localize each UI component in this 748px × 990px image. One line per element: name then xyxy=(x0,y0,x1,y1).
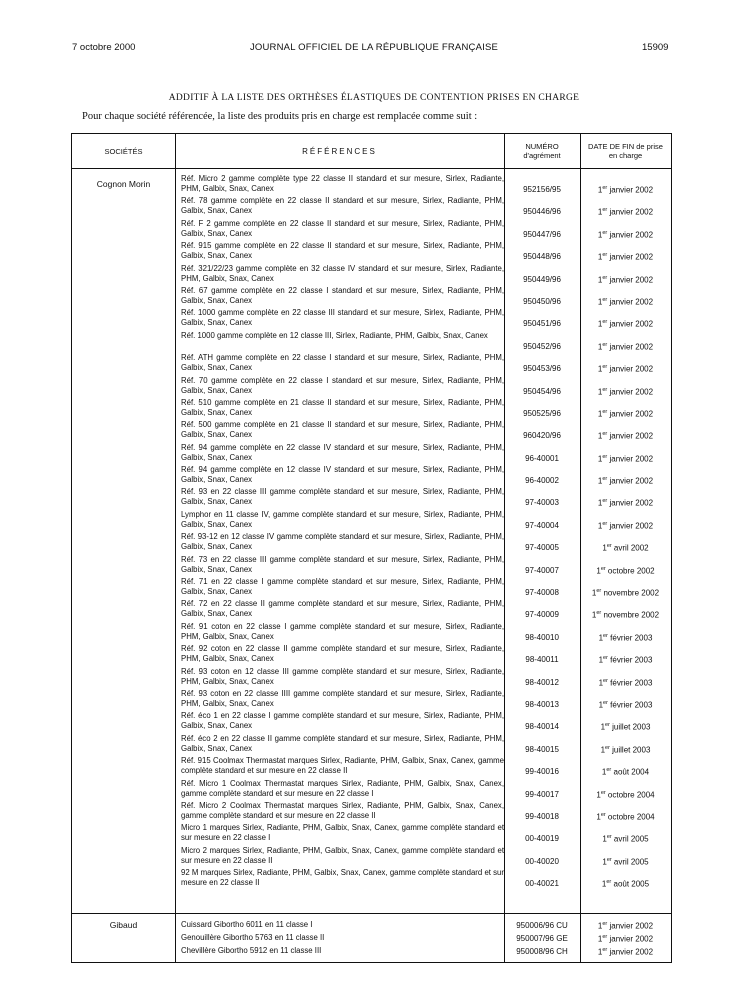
table-row xyxy=(72,868,671,890)
reference-cell: 92 M marques Sirlex, Radiante, PHM, Galbix, Snax, Canex, gamme complète standard et sur mesure en 22 classe II xyxy=(181,868,504,888)
date-fin-cell: 1er janvier 2002 xyxy=(597,386,654,397)
reference-cell: Réf. 1000 gamme complète en 12 classe III, Sirlex, Radiante, PHM, Galbix, Snax, Canex xyxy=(181,330,488,340)
date-fin-cell: 1er janvier 2002 xyxy=(597,229,654,240)
numero-cell: 97-40009 xyxy=(525,610,559,620)
table-row xyxy=(72,196,671,218)
reference-cell: Cuissard Gibortho 6011 en 11 classe I xyxy=(181,920,313,929)
reference-cell: Réf. 93-12 en 12 classe IV gamme complète standard et sur mesure, Sirlex, Radiante, PHM, Galbix, Snax, Canex xyxy=(181,532,504,552)
table-row xyxy=(72,946,671,959)
table-row xyxy=(72,846,671,868)
reference-cell: Réf. F 2 gamme complète en 22 classe II standard et sur mesure, Sirlex, Radiante, PHM, Galbix, Snax, Canex xyxy=(181,218,504,238)
header-date: 7 octobre 2000 xyxy=(72,42,136,53)
reference-cell: Réf. 321/22/23 gamme complète en 32 classe IV standard et sur mesure, Sirlex, Radiante, PHM, Galbix, Snax, Canex xyxy=(181,263,504,283)
numero-cell: 960420/96 xyxy=(523,431,561,441)
numero-cell: 950447/96 xyxy=(523,229,561,239)
table-row xyxy=(72,398,671,420)
reference-cell: Réf. 93 coton en 22 classe IIII gamme complète standard et sur mesure, Sirlex, Radiante, PHM, Galbix, Snax, Canex xyxy=(181,688,504,708)
table-row xyxy=(72,443,671,465)
date-fin-cell: 1er août 2005 xyxy=(601,879,650,889)
table-row xyxy=(72,241,671,263)
date-fin-cell: 1er janvier 2002 xyxy=(597,274,654,285)
numero-cell: 97-40003 xyxy=(525,498,559,508)
col-header-date-fin: DATE DE FIN de prise en charge xyxy=(588,142,663,160)
table-row xyxy=(72,644,671,666)
table-row xyxy=(72,734,671,756)
date-fin-cell: 1er octobre 2004 xyxy=(596,789,655,800)
date-fin-cell: 1er janvier 2002 xyxy=(597,476,654,486)
reference-cell: Réf. 915 gamme complète en 22 classe II standard et sur mesure, Sirlex, Radiante, PHM, Galbix, Snax, Canex xyxy=(181,241,504,261)
table-row xyxy=(72,308,671,330)
date-fin-cell: 1er janvier 2002 xyxy=(597,498,654,509)
numero-cell: 950446/96 xyxy=(523,207,561,217)
table-row xyxy=(72,779,671,801)
date-fin-cell: 1er janvier 2002 xyxy=(597,252,654,262)
document-intro: Pour chaque société référencée, la liste des produits pris en charge est remplacée comme suit : xyxy=(82,111,478,122)
reference-cell: Réf. éco 1 en 22 classe I gamme complète standard et sur mesure, Sirlex, Radiante, PHM, Galbix, Snax, Canex xyxy=(181,711,504,731)
numero-cell: 950007/96 GE xyxy=(516,934,568,943)
date-fin-cell: 1er juillet 2003 xyxy=(600,722,651,733)
numero-cell: 950453/96 xyxy=(523,364,561,374)
numero-cell: 99-40018 xyxy=(525,811,559,821)
date-fin-cell: 1er novembre 2002 xyxy=(591,588,660,598)
journal-title: JOURNAL OFFICIEL DE LA RÉPUBLIQUE FRANÇAISE xyxy=(249,42,499,53)
references-table xyxy=(71,133,672,963)
reference-cell: Réf. Micro 1 Coolmax Thermastat marques Sirlex, Radiante, PHM, Galbix, Snax, Canex, gamme complète standard et sur mesure en 22 classe I xyxy=(181,778,504,798)
reference-cell: Chevillère Gibortho 5912 en 11 classe III xyxy=(181,946,322,955)
col-header-numero: NUMÉRO d'agrément xyxy=(523,142,561,160)
table-row xyxy=(72,353,671,375)
date-fin-cell: 1er avril 2005 xyxy=(602,834,649,844)
reference-cell: Réf. Micro 2 gamme complète type 22 classe II standard et sur mesure, Sirlex, Radiante, PHM, Galbix, Snax, Canex xyxy=(181,174,504,193)
date-fin-cell: 1er janvier 2002 xyxy=(597,431,654,441)
date-fin-cell: 1er avril 2005 xyxy=(602,856,649,867)
table-row xyxy=(72,801,671,823)
table-row xyxy=(72,667,671,689)
reference-cell: Réf. 67 gamme complète en 22 classe I standard et sur mesure, Sirlex, Radiante, PHM, Galbix, Snax, Canex xyxy=(181,285,504,305)
header-divider xyxy=(72,168,671,169)
numero-cell: 950525/96 xyxy=(523,408,561,418)
reference-cell: Réf. 70 gamme complète en 22 classe I standard et sur mesure, Sirlex, Radiante, PHM, Galbix, Snax, Canex xyxy=(181,375,504,395)
reference-cell: Réf. 94 gamme complète en 12 classe IV standard et sur mesure, Sirlex, Radiante, PHM, Galbix, Snax, Canex xyxy=(181,465,504,485)
table-row xyxy=(72,286,671,308)
date-fin-cell: 1er janvier 2002 xyxy=(597,453,654,464)
table-row xyxy=(72,376,671,398)
date-fin-cell: 1er janvier 2002 xyxy=(597,408,654,419)
date-fin-cell: 1er janvier 2002 xyxy=(597,207,654,218)
reference-cell: Réf. 500 gamme complète en 21 classe II standard et sur mesure, Sirlex, Radiante, PHM, Galbix, Snax, Canex xyxy=(181,420,504,440)
reference-cell: Réf. 915 Coolmax Thermastat marques Sirlex, Radiante, PHM, Galbix, Snax, Canex, gamme complète standard et sur mesure en 22 classe II xyxy=(181,756,504,776)
table-row xyxy=(72,920,671,933)
numero-cell: 98-40015 xyxy=(525,744,559,754)
numero-cell: 97-40008 xyxy=(525,588,559,598)
numero-cell: 98-40011 xyxy=(525,655,559,665)
section-divider xyxy=(72,913,671,914)
table-row xyxy=(72,577,671,599)
table-row xyxy=(72,487,671,509)
reference-cell: Réf. Micro 2 Coolmax Thermastat marques Sirlex, Radiante, PHM, Galbix, Snax, Canex, gamme complète standard et sur mesure en 22 classe II xyxy=(181,800,504,820)
rows-cognon-morin xyxy=(72,174,671,891)
reference-cell: Réf. 91 coton en 22 classe I gamme complète standard et sur mesure, Sirlex, Radiante, PHM, Galbix, Snax, Canex xyxy=(181,621,504,641)
numero-cell: 950452/96 xyxy=(523,341,561,351)
table-row xyxy=(72,689,671,711)
societe-cell: Cognon Morin xyxy=(96,179,151,189)
numero-cell: 98-40012 xyxy=(525,677,559,687)
numero-cell: 950008/96 CH xyxy=(516,947,568,956)
table-row xyxy=(72,532,671,554)
numero-cell: 950448/96 xyxy=(523,252,561,262)
numero-cell: 98-40010 xyxy=(525,632,559,642)
table-row xyxy=(72,219,671,241)
numero-cell: 00-40021 xyxy=(525,879,559,889)
numero-cell: 950006/96 CU xyxy=(516,921,568,930)
date-fin-cell: 1er janvier 2002 xyxy=(597,185,654,195)
reference-cell: Réf. ATH gamme complète en 22 classe I standard et sur mesure, Sirlex, Radiante, PHM, Galbix, Snax, Canex xyxy=(181,353,504,373)
societe-cell: Gibaud xyxy=(109,920,138,930)
table-row xyxy=(72,933,671,946)
numero-cell: 98-40013 xyxy=(525,699,559,709)
reference-cell: Réf. 92 coton en 22 classe II gamme complète standard et sur mesure, Sirlex, Radiante, PHM, Galbix, Snax, Canex xyxy=(181,644,504,664)
table-row xyxy=(72,465,671,487)
page-number: 15909 xyxy=(642,42,669,53)
table-row xyxy=(72,599,671,621)
date-fin-cell: 1er avril 2002 xyxy=(602,543,649,553)
date-fin-cell: 1er février 2003 xyxy=(598,632,653,643)
numero-cell: 950449/96 xyxy=(523,274,561,284)
date-fin-cell: 1er février 2003 xyxy=(598,677,653,688)
date-fin-cell: 1er octobre 2002 xyxy=(596,565,655,576)
rows-gibaud xyxy=(72,920,671,959)
date-fin-cell: 1er janvier 2002 xyxy=(597,341,654,352)
numero-cell: 00-40020 xyxy=(525,856,559,866)
table-row xyxy=(72,622,671,644)
page-header xyxy=(0,42,748,56)
reference-cell: Réf. 93 coton en 12 classe III gamme complète standard et sur mesure, Sirlex, Radiante, PHM, Galbix, Snax, Canex xyxy=(181,666,504,686)
numero-cell: 97-40004 xyxy=(525,520,559,530)
date-fin-cell: 1er janvier 2002 xyxy=(597,520,654,531)
table-row xyxy=(72,331,671,353)
numero-cell: 99-40016 xyxy=(525,767,559,777)
reference-cell: Réf. 71 en 22 classe I gamme complète standard et sur mesure, Sirlex, Radiante, PHM, Galbix, Snax, Canex xyxy=(181,577,504,597)
table-row xyxy=(72,174,671,196)
date-fin-cell: 1er novembre 2002 xyxy=(591,610,660,621)
table-row xyxy=(72,711,671,733)
col-header-references: RÉFÉRENCES xyxy=(302,146,377,156)
date-fin-cell: 1er janvier 2002 xyxy=(597,319,654,329)
date-fin-cell: 1er janvier 2002 xyxy=(597,947,654,957)
table-row xyxy=(72,510,671,532)
numero-cell: 950450/96 xyxy=(523,296,561,306)
date-fin-cell: 1er janvier 2002 xyxy=(597,921,654,931)
numero-cell: 00-40019 xyxy=(525,834,559,844)
reference-cell: Réf. 1000 gamme complète en 22 classe III standard et sur mesure, Sirlex, Radiante, PHM, Galbix, Snax, Canex xyxy=(181,308,504,328)
reference-cell: Genouillère Gibortho 5763 en 11 classe II xyxy=(181,933,325,942)
numero-cell: 952156/95 xyxy=(523,185,561,194)
reference-cell: Réf. 93 en 22 classe III gamme complète standard et sur mesure, Sirlex, Radiante, PHM, Galbix, Snax, Canex xyxy=(181,487,504,507)
date-fin-cell: 1er janvier 2002 xyxy=(597,296,654,307)
col-header-societes: SOCIÉTÉS xyxy=(104,146,143,156)
reference-cell: Réf. éco 2 en 22 classe II gamme complète standard et sur mesure, Sirlex, Radiante, PHM, Galbix, Snax, Canex xyxy=(181,733,504,753)
reference-cell: Micro 1 marques Sirlex, Radiante, PHM, Galbix, Snax, Canex, gamme complète standard et sur mesure en 22 classe I xyxy=(181,823,504,843)
table-row xyxy=(72,823,671,845)
date-fin-cell: 1er octobre 2004 xyxy=(596,811,655,822)
numero-cell: 97-40007 xyxy=(525,565,559,575)
table-row xyxy=(72,420,671,442)
document-title: ADDITIF À LA LISTE DES ORTHÈSES ÉLASTIQUES DE CONTENTION PRISES EN CHARGE xyxy=(168,93,580,103)
date-fin-cell: 1er août 2004 xyxy=(601,767,650,777)
date-fin-cell: 1er juillet 2003 xyxy=(600,744,651,755)
numero-cell: 99-40017 xyxy=(525,789,559,799)
reference-cell: Réf. 94 gamme complète en 22 classe IV standard et sur mesure, Sirlex, Radiante, PHM, Galbix, Snax, Canex xyxy=(181,442,504,462)
reference-cell: Réf. 510 gamme complète en 21 classe II standard et sur mesure, Sirlex, Radiante, PHM, Galbix, Snax, Canex xyxy=(181,397,504,417)
numero-cell: 950454/96 xyxy=(523,386,561,396)
reference-cell: Lymphor en 11 classe IV, gamme complète standard et sur mesure, Sirlex, Radiante, PHM, Galbix, Snax, Canex xyxy=(181,509,504,529)
date-fin-cell: 1er janvier 2002 xyxy=(597,934,654,944)
numero-cell: 96-40002 xyxy=(525,476,559,486)
table-row xyxy=(72,555,671,577)
table-row xyxy=(72,756,671,778)
numero-cell: 98-40014 xyxy=(525,722,559,732)
numero-cell: 950451/96 xyxy=(523,319,561,329)
numero-cell: 97-40005 xyxy=(525,543,559,553)
reference-cell: Réf. 78 gamme complète en 22 classe II standard et sur mesure, Sirlex, Radiante, PHM, Galbix, Snax, Canex xyxy=(181,196,504,216)
reference-cell: Micro 2 marques Sirlex, Radiante, PHM, Galbix, Snax, Canex, gamme complète standard et sur mesure en 22 classe II xyxy=(181,845,504,865)
date-fin-cell: 1er janvier 2002 xyxy=(597,364,654,374)
table-row xyxy=(72,264,671,286)
reference-cell: Réf. 72 en 22 classe II gamme complète standard et sur mesure, Sirlex, Radiante, PHM, Galbix, Snax, Canex xyxy=(181,599,504,619)
date-fin-cell: 1er février 2003 xyxy=(598,699,653,710)
numero-cell: 96-40001 xyxy=(525,453,559,463)
date-fin-cell: 1er février 2003 xyxy=(598,655,653,665)
reference-cell: Réf. 73 en 22 classe III gamme complète standard et sur mesure, Sirlex, Radiante, PHM, Galbix, Snax, Canex xyxy=(181,554,504,574)
